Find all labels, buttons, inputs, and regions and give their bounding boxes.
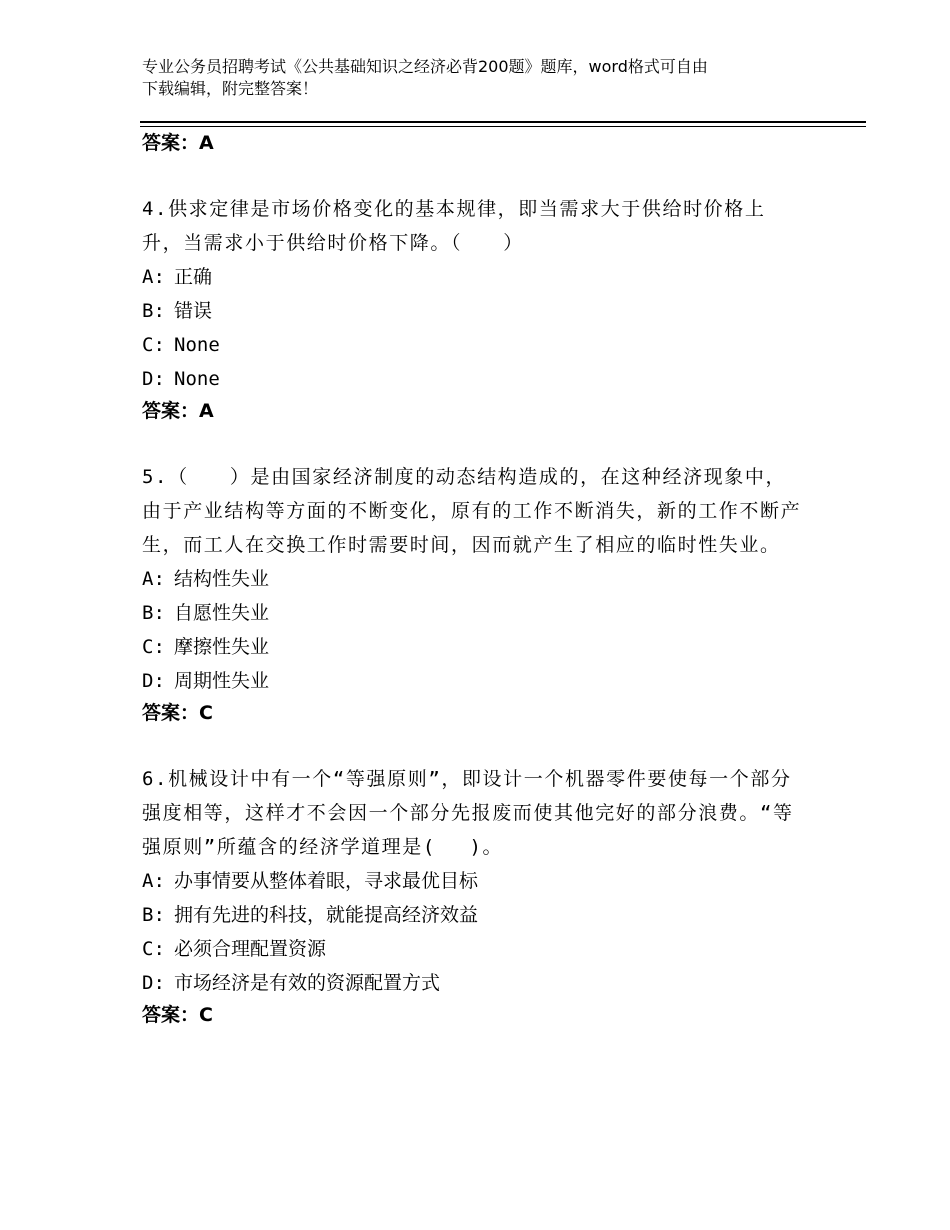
option-text: 市场经济是有效的资源配置方式 (174, 972, 441, 994)
option-d (142, 362, 802, 396)
option-letter: C: (142, 636, 165, 658)
answer: 答案：C (142, 702, 213, 724)
previous-answer: 答案：A (142, 132, 214, 154)
question-5 (142, 460, 802, 728)
header-line-2: 下载编辑，附完整答案！ (142, 79, 319, 98)
option-b (142, 898, 802, 932)
option-c (142, 630, 802, 664)
option-letter: B: (142, 602, 165, 624)
option-letter: D: (142, 972, 165, 994)
question-stem: 6.机械设计中有一个“等强原则”，即设计一个机器零件要使每一个部分强度相等，这样才不会因一个部分先报废而使其他完好的部分浪费。“等强原则”所蕴含的经济学道理是( )。 (142, 768, 794, 858)
option-letter: A: (142, 568, 165, 590)
option-text: None (174, 334, 220, 356)
option-text: None (174, 368, 220, 390)
option-text: 拥有先进的科技，就能提高经济效益 (174, 904, 479, 926)
header-rule (140, 121, 866, 123)
option-a (142, 864, 802, 898)
option-text: 结构性失业 (174, 568, 270, 590)
option-a (142, 260, 802, 294)
document-body (142, 128, 802, 1030)
option-letter: D: (142, 368, 165, 390)
option-text: 自愿性失业 (174, 602, 270, 624)
option-b (142, 294, 802, 328)
answer: 答案：C (142, 1004, 213, 1026)
question-4 (142, 192, 802, 426)
option-text: 正确 (174, 266, 213, 288)
question-6 (142, 762, 802, 1030)
option-letter: A: (142, 870, 165, 892)
option-text: 周期性失业 (174, 670, 270, 692)
option-text: 办事情要从整体着眼，寻求最优目标 (174, 870, 479, 892)
option-c (142, 932, 802, 966)
option-letter: B: (142, 300, 165, 322)
option-text: 摩擦性失业 (174, 636, 270, 658)
option-d (142, 664, 802, 698)
option-d (142, 966, 802, 1000)
option-text: 错误 (174, 300, 213, 322)
option-c (142, 328, 802, 362)
question-stem: 5.（ ）是由国家经济制度的动态结构造成的，在这种经济现象中，由于产业结构等方面的不断变化，原有的工作不断消失，新的工作不断产生，而工人在交换工作时需要时间，因而就产生了相应的临时性失业。 (142, 466, 802, 556)
answer: 答案：A (142, 400, 214, 422)
option-a (142, 562, 802, 596)
option-letter: C: (142, 938, 165, 960)
option-b (142, 596, 802, 630)
option-letter: A: (142, 266, 165, 288)
option-letter: B: (142, 904, 165, 926)
header-rule-thin (140, 126, 866, 127)
option-text: 必须合理配置资源 (174, 938, 327, 960)
option-letter: D: (142, 670, 165, 692)
header-line-1: 专业公务员招聘考试《公共基础知识之经济必背200题》题库，word格式可自由 (142, 57, 708, 76)
question-stem: 4.供求定律是市场价格变化的基本规律，即当需求大于供给时价格上升，当需求小于供给时价格下降。（ ） (142, 198, 766, 254)
option-letter: C: (142, 334, 165, 356)
page-header (142, 56, 802, 100)
